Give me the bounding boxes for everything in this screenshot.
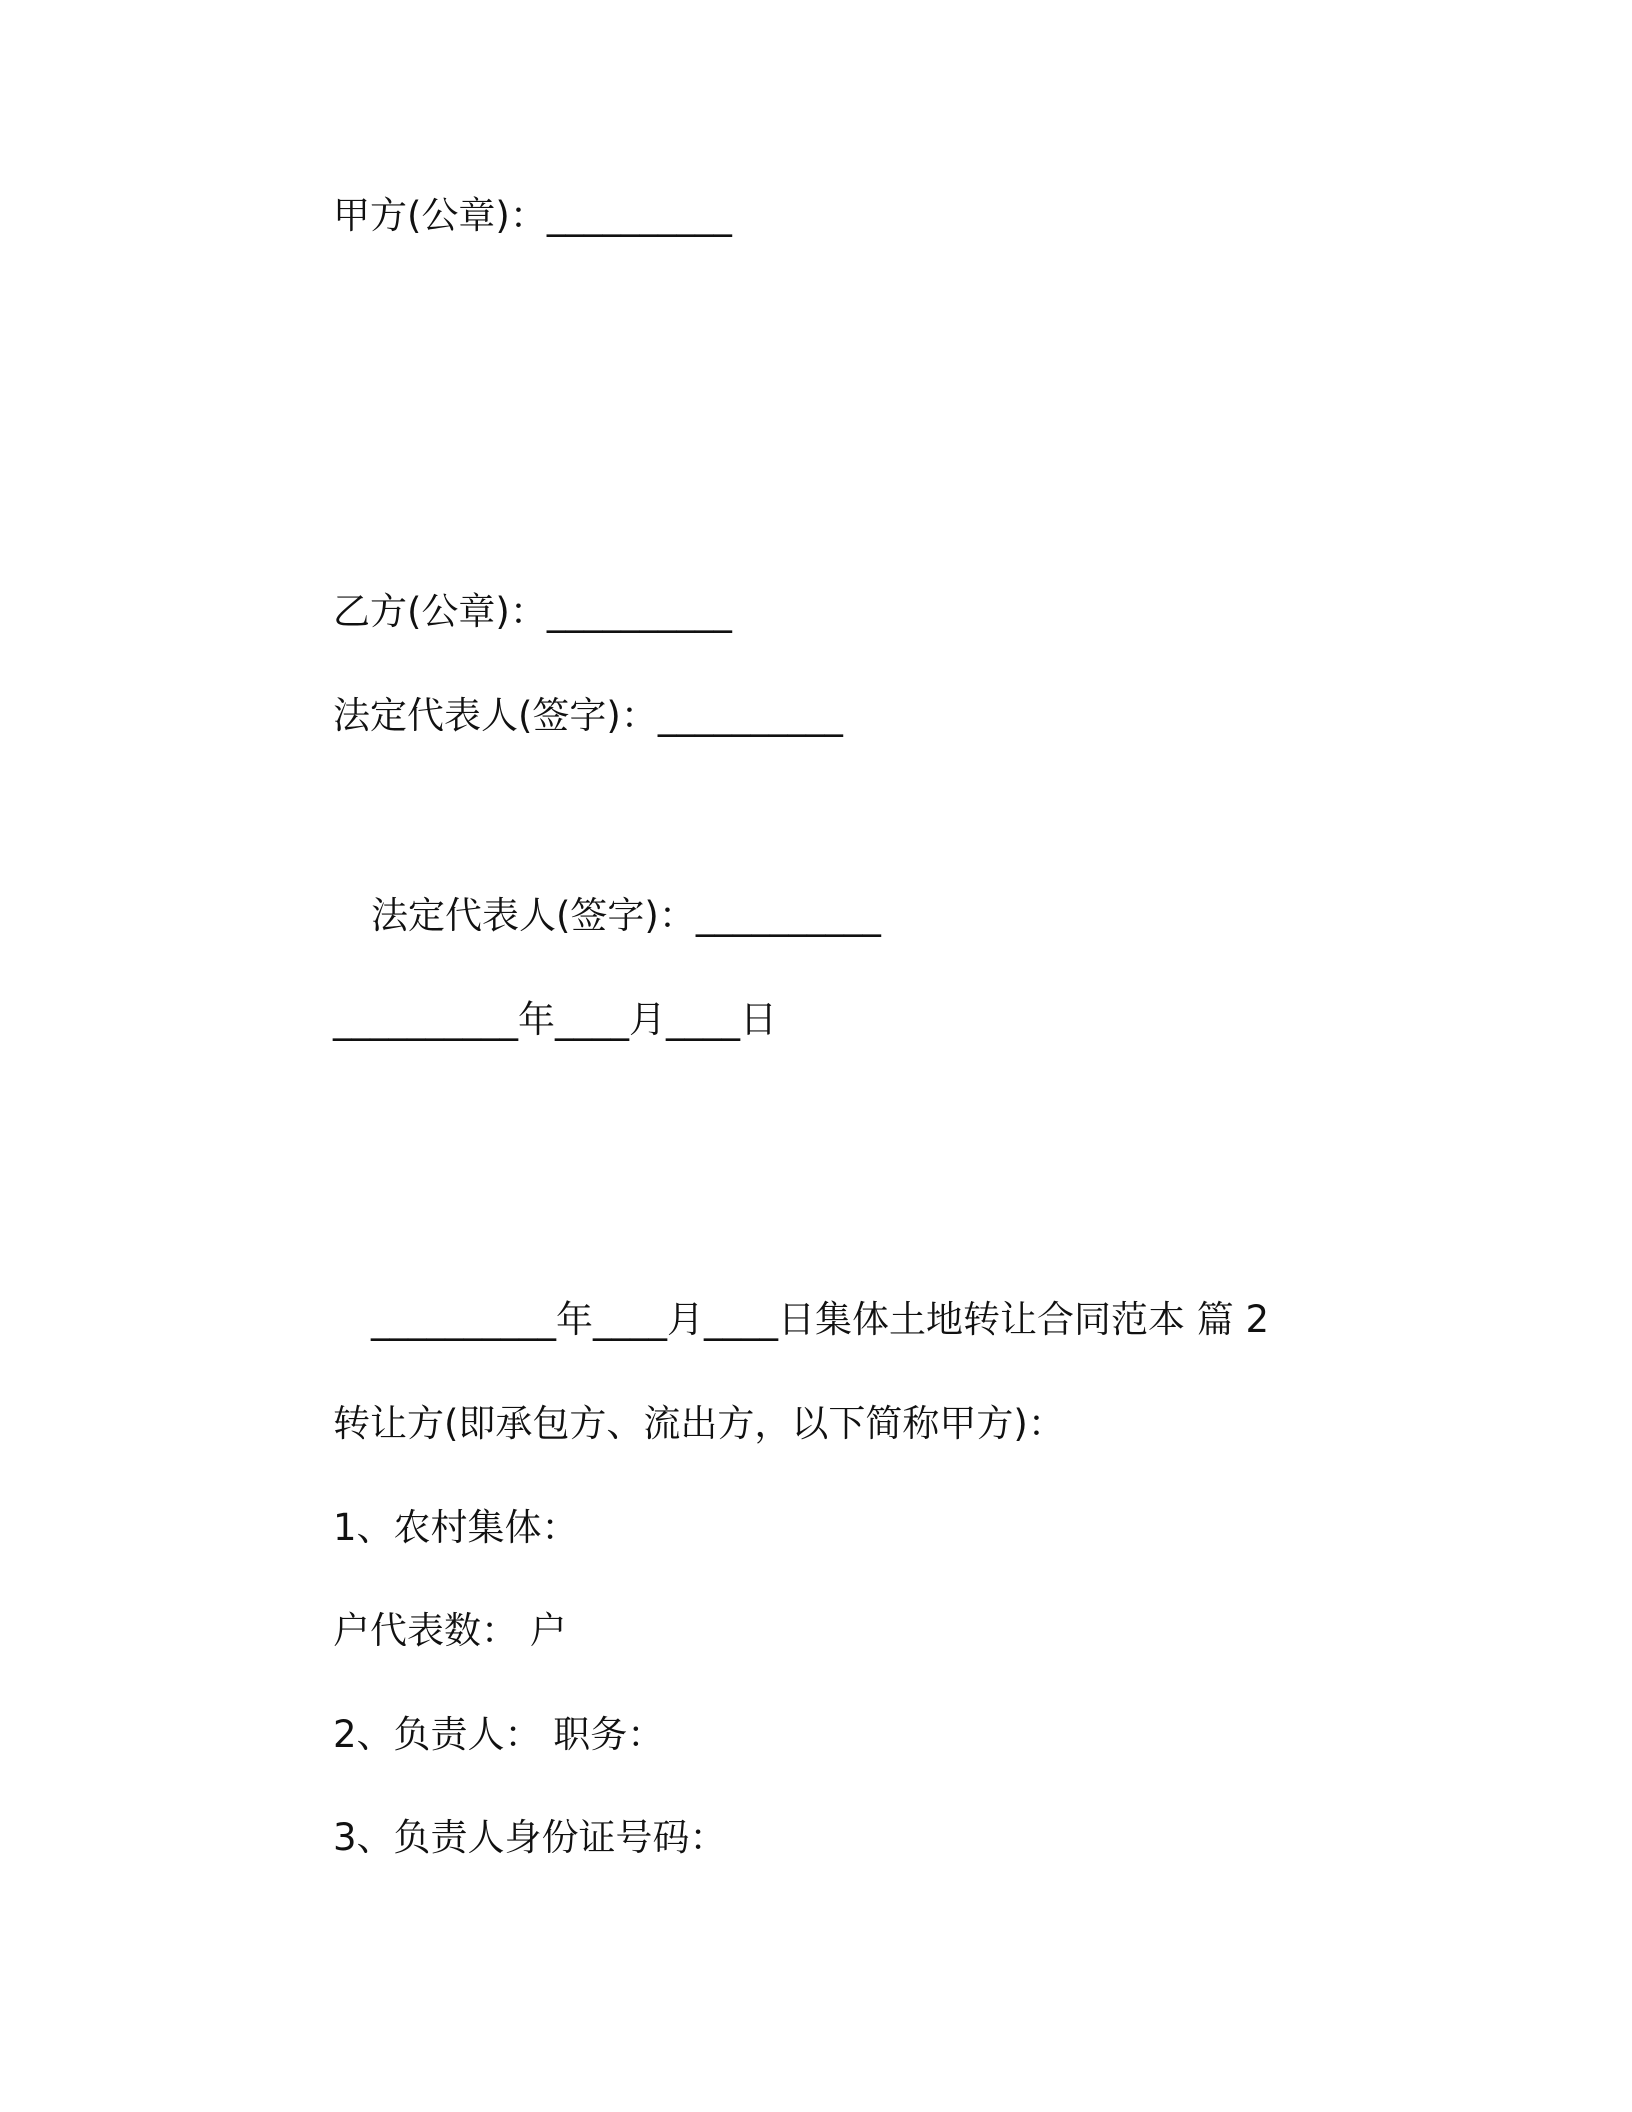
rural-collective-line: 1、农村集体： — [333, 1506, 579, 1549]
legal-representative-signature-line-indented: 法定代表人(签字)：__________ — [371, 894, 881, 937]
responsible-person-id-line: 3、负责人身份证号码： — [333, 1816, 727, 1859]
transferor-line: 转让方(即承包方、流出方，以下简称甲方)： — [333, 1402, 1065, 1445]
household-representatives-line: 户代表数： 户 — [333, 1609, 567, 1652]
section-heading: __________年____月____日集体土地转让合同范本 篇 2 — [371, 1298, 1270, 1341]
date-line: __________年____月____日 — [333, 998, 777, 1041]
party-a-seal-line: 甲方(公章)：__________ — [333, 194, 732, 237]
party-b-seal-line: 乙方(公章)：__________ — [333, 590, 732, 633]
legal-representative-signature-line: 法定代表人(签字)：__________ — [333, 694, 843, 737]
responsible-person-line: 2、负责人： 职务： — [333, 1713, 665, 1756]
